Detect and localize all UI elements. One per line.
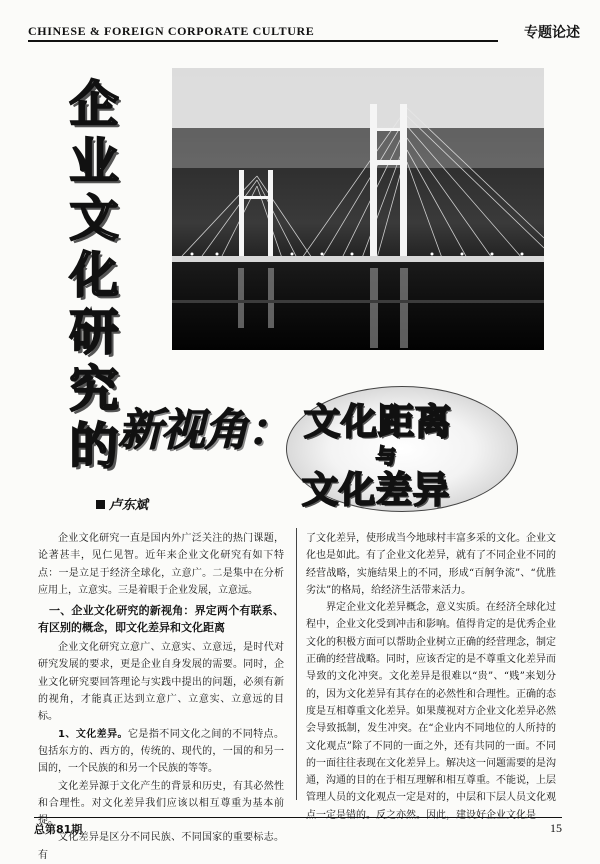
paragraph: 界定企业文化差异概念，意义实质。在经济全球化过程中，企业文化受到冲击和影响。值得肯定的是优秀企业文化的积极方面可以帮助企业树立正确的经营理念，制定正确的经营战略。同时，应该否定的是不尊重文化差异而导致的文化冲突。文化差异是很难以“贵”、“贱”来划分的，因为文化差异有其存在的必然性和合理性。正确的态度是互相尊重文化差异。如果蔑视对方企业文化差异必然会导致抵制，发生冲突。在“企业内不同地位的人所持的文化观点”除了不同的一面之外，还有共同的一面。不同的一面往往表现在文化差异上。解决这一问题需要的是沟通，沟通的目的在于相互理解和相互尊重。不能说，上层管理人员的文化观点一定是对的，中层和下层人员文化观点一定是错的。反之亦然。因此，建设好企业文化是 — [306, 602, 556, 821]
page-number: 15 — [550, 821, 562, 835]
running-header — [28, 22, 580, 44]
title-char: 化 — [69, 247, 119, 304]
title-char: 文 — [69, 190, 119, 247]
subtitle-cultural-difference: 文化差异 — [302, 470, 451, 511]
subtitle-conjunction: 与 — [376, 444, 396, 468]
subtitle-cultural-distance: 文化距离 — [304, 402, 453, 443]
author-name: 卢东斌 — [109, 498, 149, 513]
paragraph-body: 它是指不同文化之间的不同特点。包括东方的、西方的，传统的、现代的，一国的和另一国的，一个民族的和另一个民族的等等。 — [38, 728, 284, 775]
paragraph — [38, 726, 284, 778]
title-char: 的 — [69, 418, 119, 475]
section-heading: 一、企业文化研究的新视角：界定两个有联系、有区别的概念，即文化差异和文化距离 — [38, 604, 284, 635]
header-rule — [28, 40, 498, 42]
paragraph: 企业文化研究一直是国内外广泛关注的热门课题，论著甚丰，见仁见智。近年来企业文化研究有如下特点：一是立足于经济全球化，立意广。二是集中在分析应用上，立意实。三是着眼于企业发展，立意远。 — [38, 533, 284, 596]
bridge-photo — [172, 68, 544, 350]
title-char: 究 — [69, 361, 119, 418]
column-divider — [296, 528, 297, 800]
paragraph: 企业文化研究立意广、立意实、立意远，是时代对研究发展的要求，更是企业自身发展的需要。同时，企业文化研究要回答理论与实践中提出的问题，必须有新的视角，才能真正达到立意广、立意实、立意远的目标。 — [38, 642, 284, 723]
square-bullet-icon — [96, 500, 105, 509]
author-byline — [96, 494, 148, 513]
paragraph: 了文化差异，使形成当今地球村丰富多采的文化。企业文化也是如此。有了企业文化差异，就有了不同企业不同的经营战略，实施结果上的不同，形成“百舸争流”、“优胜劣汰”的格局，给经济生活带来活力。 — [306, 533, 556, 596]
vertical-title — [64, 76, 124, 475]
paragraph-lead: 1、文化差异。 — [58, 728, 128, 740]
title-emphasis: 新视角： — [118, 405, 290, 456]
right-column — [306, 530, 556, 821]
bridge-illustration — [172, 68, 544, 350]
footer-rule — [34, 817, 562, 818]
paragraph: 文化差异源于文化产生的背景和历史，有其必然性和合理性。对文化差异我们应该以相互尊重为基本前提。 — [38, 780, 284, 827]
title-char: 业 — [69, 133, 119, 190]
journal-name: CHINESE & FOREIGN CORPORATE CULTURE — [28, 24, 315, 38]
title-char: 企 — [69, 76, 119, 133]
paragraph: 文化差异是区分不同民族、不同国家的重要标志。有 — [38, 832, 284, 861]
title-char: 研 — [69, 304, 119, 361]
issue-number: 总第81期 — [34, 823, 83, 836]
section-label: 专题论述 — [524, 25, 580, 41]
